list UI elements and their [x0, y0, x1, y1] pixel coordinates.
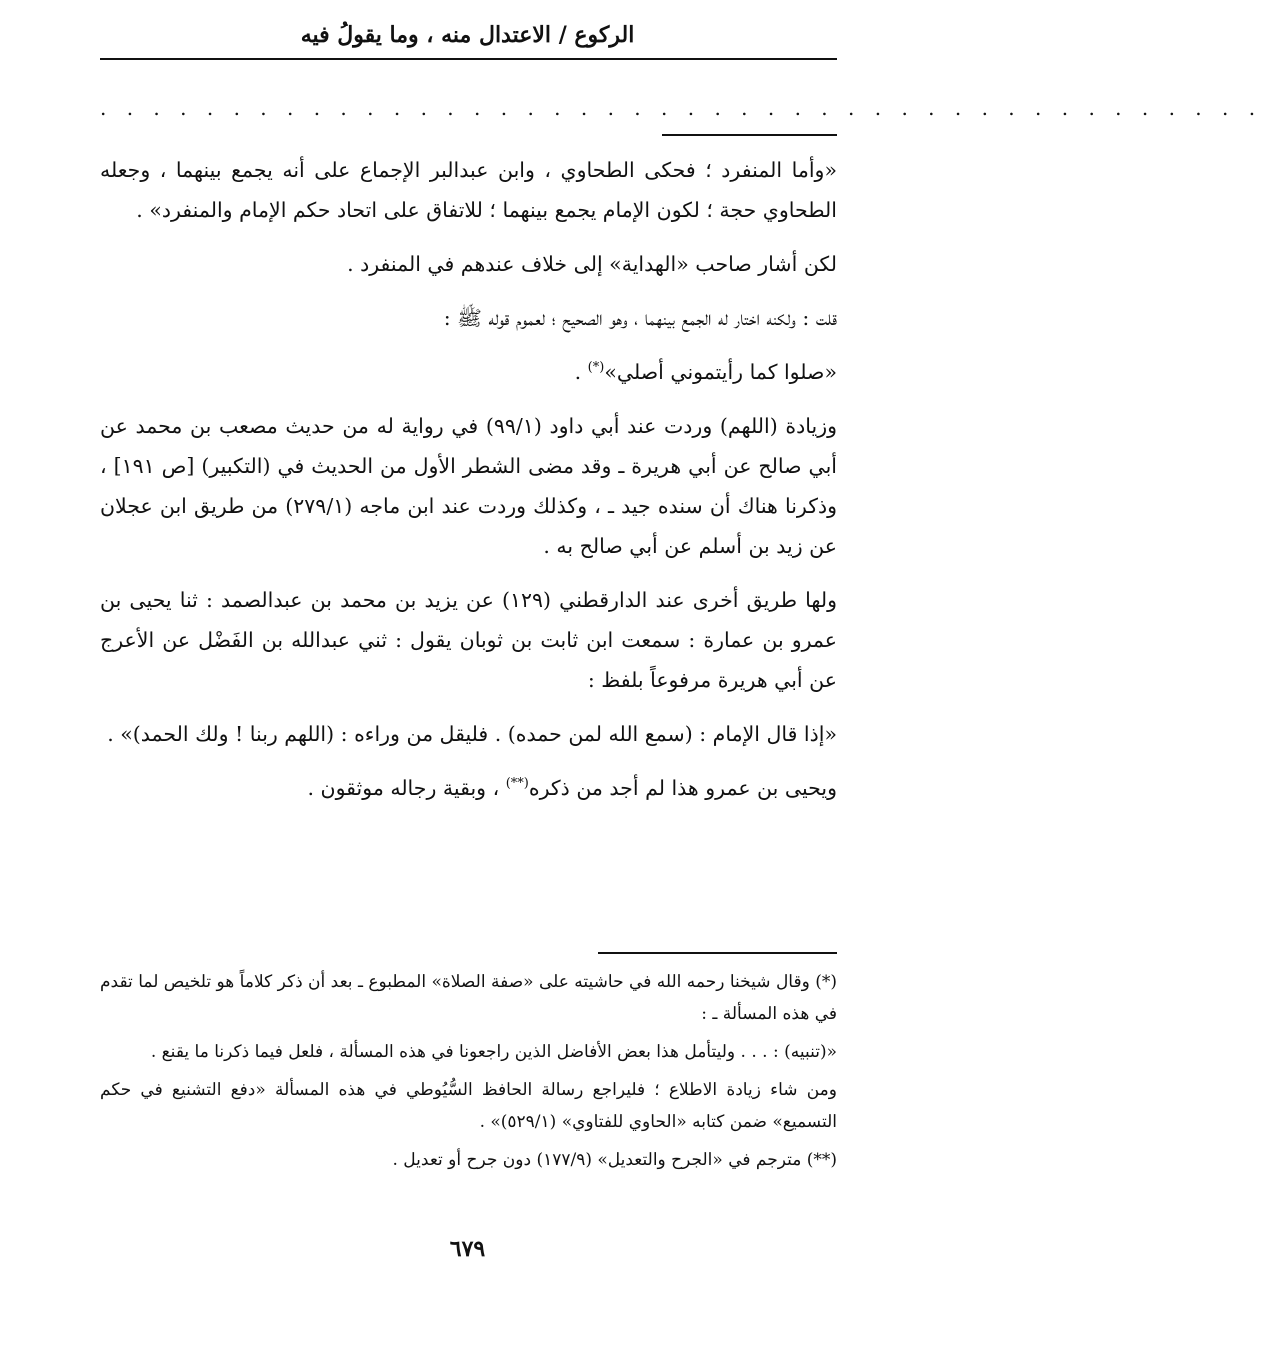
hadith-text: «صلوا كما رأيتموني أصلي» — [604, 360, 837, 384]
yahya-text: ويحيى بن عمرو هذا لم أجد من ذكره — [528, 776, 837, 800]
running-header: الركوع / الاعتدال منه ، وما يقولُ فيه — [300, 22, 635, 48]
paragraph-idha-qala: «إذا قال الإمام : (سمع الله لمن حمده) . فليقل من وراءه : (اللهم ربنا ! ولك الحمد)» . — [107, 722, 837, 746]
footnotes — [100, 966, 837, 1182]
footnote-2: (**) مترجم في «الجرح والتعديل» (١٧٧/٩) دون جرح أو تعديل . — [392, 1150, 837, 1170]
dotted-separator: . . . . . . . . . . . . . . . . . . . . . . . . . . . . . . . . . . . . . . . . . . . . — [100, 96, 1262, 120]
footnote-1-tanbih: «(تنبيه) : . . . وليتأمل هذا بعض الأفاضل الذين راجعونا في هذه المسألة ، فلعل فيما ذكرنا ما يقنع . — [150, 1042, 837, 1062]
footnote-marker-2: (**) — [505, 776, 529, 792]
footnote-1-suyuti: ومن شاء زيادة الاطلاع ؛ فليراجع رسالة الحافظ السُّيُوطي في هذه المسألة «دفع التشنيع في حكم التسميع» ضمن كتابه «الحاوي للفتاوي» (٥٢٩/١)» . — [100, 1080, 837, 1132]
footnote-rule — [598, 952, 837, 954]
page-number: ٦٧٩ — [449, 1236, 486, 1262]
paragraph-yahya — [100, 768, 837, 808]
paragraph-daraqutni: ولها طريق أخرى عند الدارقطني (١٢٩) عن يزيد بن محمد بن عبدالصمد : ثنا يحيى بن عمرو بن عمارة : سمعت ابن ثابت بن ثوبان يقول : ثني عبدالله بن الفَضْل عن الأعرج عن أبي هريرة مرفوعاً بلفظ : — [100, 588, 837, 692]
paragraph-quote-munfarid: «وأما المنفرد ؛ فحكى الطحاوي ، وابن عبدالبر الإجماع على أنه يجمع بينهما ، وجعله الطحاوي حجة ؛ لكون الإمام يجمع بينهما ؛ للاتفاق على اتحاد حكم الإمام والمنفرد» . — [100, 158, 837, 222]
footnote-1: (*) وقال شيخنا رحمه الله في حاشيته على «صفة الصلاة» المطبوع ـ بعد أن ذكر كلاماً هو تلخيص لما تقدم في هذه المسألة ـ : — [100, 972, 837, 1024]
yahya-end: ، وبقية رجاله موثقون . — [307, 776, 506, 800]
paragraph-hidaya: لكن أشار صاحب «الهداية» إلى خلاف عندهم في المنفرد . — [347, 252, 837, 276]
paragraph-qultu: قلت : ولكنه اختار له الجمع بينهما ، وهو الصحيح ؛ لعموم قوله ﷺ : — [443, 306, 837, 330]
hadith-end: . — [574, 360, 588, 384]
section-rule — [662, 134, 837, 136]
header-rule — [100, 58, 837, 60]
main-text — [100, 150, 837, 822]
paragraph-hadith-quote — [100, 352, 837, 392]
footnote-marker-1: (*) — [587, 360, 605, 376]
paragraph-ziyada: وزيادة (اللهم) وردت عند أبي داود (٩٩/١) في رواية له من حديث مصعب بن محمد عن أبي صالح عن أبي هريرة ـ وقد مضى الشطر الأول من الحديث في (التكبير) [ص ١٩١] ، وذكرنا هناك أن سنده جيد ـ ، وكذلك وردت عند ابن ماجه (٢٧٩/١) من طريق ابن عجلان عن زيد بن أسلم عن أبي صالح به . — [100, 414, 838, 558]
